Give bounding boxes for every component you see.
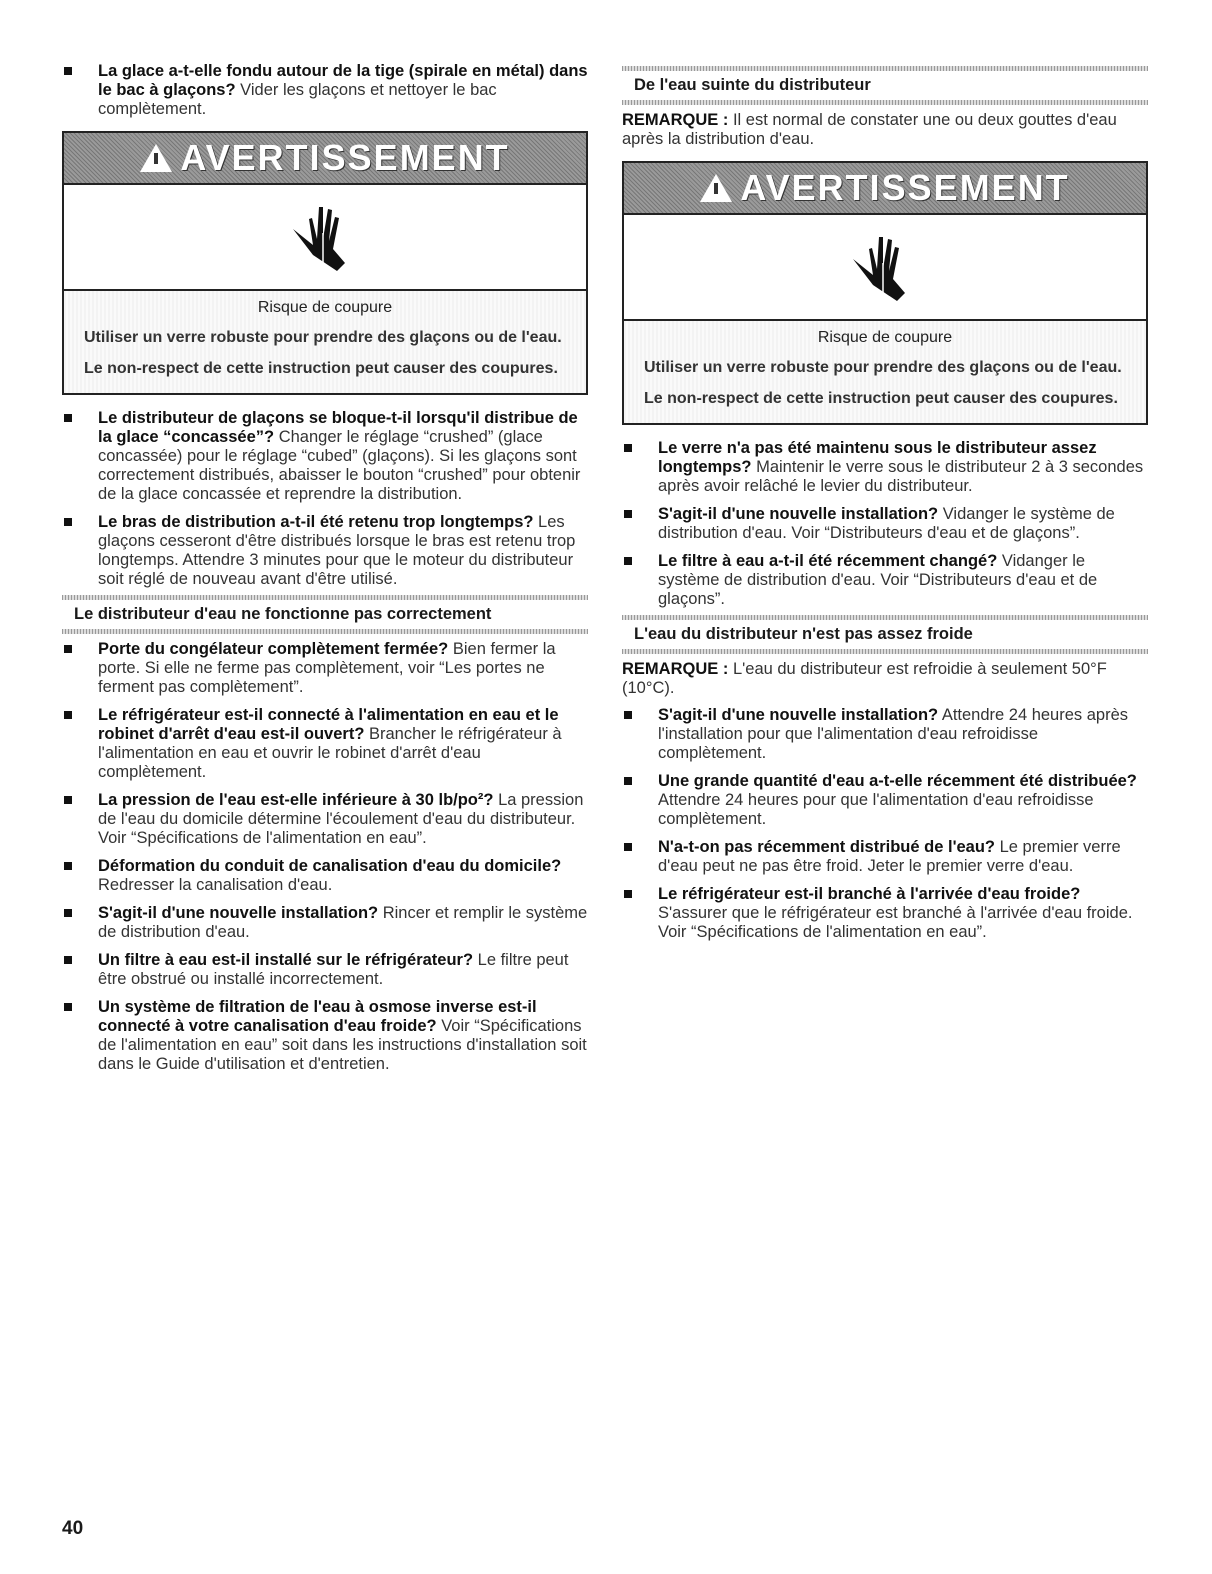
left-column [62, 62, 588, 1083]
list-item: Le verre n'a pas été maintenu sous le distributeur assez longtemps? Maintenir le verre sous le distributeur 2 à 3 secondes après avoir relâché le levier du distributeur. [622, 439, 1148, 496]
section-title: L'eau du distributeur n'est pas assez froide [622, 619, 1148, 650]
list-item: Le distributeur de glaçons se bloque-t-il lorsqu'il distribue de la glace “concassée”? Changer le réglage “crushed” (glace concassée) pour le réglage “cubed” (glaçons). Si les glaçons sont correctement distribués, abaisser le bouton “crushed” pour obtenir de la glace concassée et reprendre la distribution. [62, 409, 588, 504]
list-item: Déformation du conduit de canalisation d'eau du domicile? Redresser la canalisation d'eau. [62, 857, 588, 895]
warning-consequence: Le non-respect de cette instruction peut causer des coupures. [84, 360, 558, 377]
warning-title: AVERTISSEMENT [180, 137, 510, 178]
warning-consequence: Le non-respect de cette instruction peut causer des coupures. [644, 390, 1118, 407]
warning-triangle-icon [700, 174, 732, 202]
list-item: Le réfrigérateur est-il branché à l'arrivée d'eau froide? S'assurer que le réfrigérateur est branché à l'arrivée d'eau froide. Voir “Spécifications de l'alimentation en eau”. [622, 885, 1148, 942]
list-item: La pression de l'eau est-elle inférieure à 30 lb/po²? La pression de l'eau du domicile détermine l'écoulement d'eau du distributeur. Voir “Spécifications de l'alimentation en eau”. [62, 791, 588, 848]
warning-risk: Risque de coupure [257, 299, 393, 316]
section-title: De l'eau suinte du distributeur [622, 70, 1148, 101]
list-item: Une grande quantité d'eau a-t-elle récemment été distribuée? Attendre 24 heures pour que l'alimentation d'eau refroidisse complètement. [622, 772, 1148, 829]
list-item: S'agit-il d'une nouvelle installation? Vidanger le système de distribution d'eau. Voir “Distributeurs d'eau et de glaçons”. [622, 505, 1148, 543]
list-item: S'agit-il d'une nouvelle installation? Rincer et remplir le système de distribution d'eau. [62, 904, 588, 942]
warning-risk: Risque de coupure [817, 329, 953, 346]
list-item: Porte du congélateur complètement fermée? Bien fermer la porte. Si elle ne ferme pas complètement, voir “Les portes ne ferment pas complètement”. [62, 640, 588, 697]
warning-box [62, 131, 588, 395]
section-title: Le distributeur d'eau ne fonctionne pas correctement [62, 599, 588, 630]
list-item: Le réfrigérateur est-il connecté à l'alimentation en eau et le robinet d'arrêt d'eau est-il ouvert? Brancher le réfrigérateur à l'alimentation en eau et ouvrir le robinet d'arrêt d'eau complètement. [62, 706, 588, 782]
right-column [622, 64, 1148, 951]
list-item: La glace a-t-elle fondu autour de la tige (spirale en métal) dans le bac à glaçons? Vider les glaçons et nettoyer le bac complètement. [62, 62, 588, 119]
cut-hand-icon [283, 199, 367, 275]
list-item: Un filtre à eau est-il installé sur le réfrigérateur? Le filtre peut être obstrué ou installé incorrectement. [62, 951, 588, 989]
warning-title-bar [624, 163, 1146, 213]
warning-triangle-icon [140, 144, 172, 172]
warning-instruction: Utiliser un verre robuste pour prendre des glaçons ou de l'eau. [644, 359, 1122, 376]
list-item: Un système de filtration de l'eau à osmose inverse est-il connecté à votre canalisation d'eau froide? Voir “Spécifications de l'alimentation en eau” soit dans les instructions d'installation soit dans le Guide d'utilisation et d'entretien. [62, 998, 588, 1074]
warning-instruction: Utiliser un verre robuste pour prendre des glaçons ou de l'eau. [84, 329, 562, 346]
page-number: 40 [62, 1518, 84, 1539]
note: REMARQUE : Il est normal de constater une ou deux gouttes d'eau après la distribution d'eau. [622, 111, 1117, 148]
list-item: Le filtre à eau a-t-il été récemment changé? Vidanger le système de distribution d'eau. Voir “Distributeurs d'eau et de glaçons”. [622, 552, 1148, 609]
list-item: Le bras de distribution a-t-il été retenu trop longtemps? Les glaçons cesseront d'être distribués lorsque le bras est retenu trop longtemps. Attendre 3 minutes pour que le moteur du distributeur soit réglé de nouveau avant d'être utilisé. [62, 513, 588, 589]
list-item: N'a-t-on pas récemment distribué de l'eau? Le premier verre d'eau peut ne pas être froid. Jeter le premier verre d'eau. [622, 838, 1148, 876]
list-item: S'agit-il d'une nouvelle installation? Attendre 24 heures après l'installation pour que l'alimentation d'eau refroidisse complètement. [622, 706, 1148, 763]
cut-hand-icon [843, 229, 927, 305]
warning-title: AVERTISSEMENT [740, 167, 1070, 208]
note: REMARQUE : L'eau du distributeur est refroidie à seulement 50°F (10°C). [622, 660, 1107, 697]
warning-box [622, 161, 1148, 425]
warning-title-bar [64, 133, 586, 183]
